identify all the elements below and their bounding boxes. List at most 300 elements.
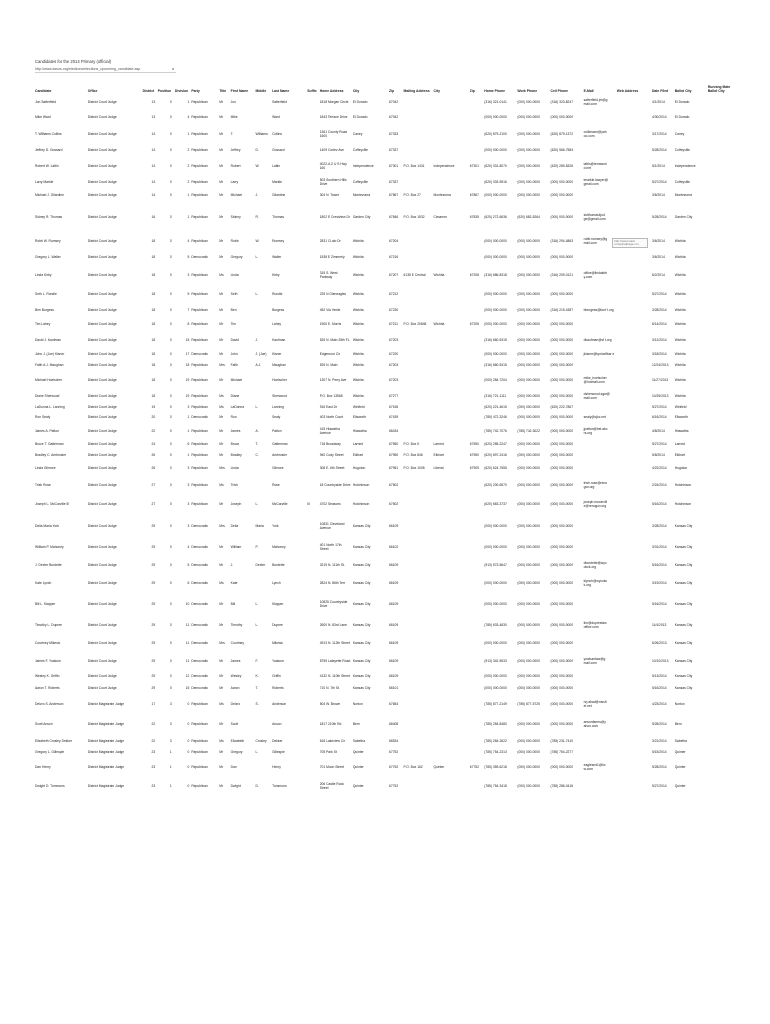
- table-cell: [433, 557, 469, 575]
- table-cell: (620) 566-7584: [550, 148, 574, 153]
- table-cell: (785) 877-2149: [484, 702, 507, 707]
- table-cell: Kansas City: [352, 686, 371, 691]
- table-cell: 67752: [469, 765, 479, 770]
- table-cell: Larned: [352, 442, 364, 447]
- table-cell: District Court Judge: [87, 466, 117, 471]
- table-cell: [616, 110, 651, 126]
- table-cell: (620) 285-2247: [484, 442, 507, 447]
- table-cell: (785) 633-4830: [484, 623, 507, 628]
- table-cell: (000) 000-0000: [517, 179, 540, 184]
- table-cell: [433, 748, 469, 758]
- table-cell: District Court Judge: [87, 163, 117, 168]
- table-cell: Mr: [219, 750, 224, 755]
- table-cell: Diane: [230, 394, 240, 399]
- table-cell: Griffin: [272, 674, 281, 679]
- table-cell: 1: [169, 765, 172, 770]
- table-cell: [255, 715, 272, 735]
- table-cell: (000) 000-0000: [517, 452, 540, 457]
- table-cell: 6/2/2014: [651, 273, 665, 278]
- table-cell: Kansas City: [674, 524, 693, 529]
- table-cell: [433, 735, 469, 748]
- table-cell: District Court Judge: [87, 193, 117, 198]
- table-cell: [707, 95, 734, 110]
- table-cell: [306, 304, 318, 318]
- column-header: Zip: [389, 89, 395, 94]
- table-cell: Mr: [219, 623, 224, 628]
- table-cell: 18: [151, 273, 156, 278]
- table-cell: Bradley: [230, 452, 242, 457]
- table-cell: (316) 321-0141: [484, 99, 507, 104]
- table-cell: 4022-A Z U S Hwy 160: [319, 161, 347, 170]
- table-cell: (000) 000-0000: [517, 415, 540, 420]
- table-cell: [433, 539, 469, 557]
- table-cell: L.: [255, 750, 259, 755]
- table-cell: [616, 635, 651, 653]
- table-cell: [583, 110, 616, 126]
- table-cell: (000) 000-0000: [484, 193, 507, 198]
- table-cell: District Court Judge: [87, 239, 117, 244]
- table-cell: dburdette@wyc okck.org: [583, 561, 607, 569]
- table-cell: [469, 403, 483, 413]
- table-cell: [616, 95, 651, 110]
- table-cell: [469, 593, 483, 617]
- table-cell: Republican: [191, 193, 208, 198]
- table-cell: L.: [255, 255, 259, 260]
- table-cell: [403, 403, 433, 413]
- table-cell: 2600 N. 83rd Lane: [319, 623, 347, 628]
- table-cell: [255, 635, 272, 653]
- table-cell: [403, 715, 433, 735]
- table-cell: Democratic: [191, 545, 208, 550]
- table-cell: [469, 715, 483, 735]
- column-header: Home Address: [319, 89, 344, 94]
- table-cell: 14: [151, 132, 156, 137]
- table-cell: 11/4/2013: [651, 623, 667, 628]
- table-cell: District Court Judge: [87, 215, 117, 220]
- table-cell: [255, 318, 272, 332]
- table-cell: 12: [185, 674, 190, 679]
- table-cell: (000) 000-0000: [517, 255, 540, 260]
- table-cell: P.O. Box 20848: [403, 322, 427, 327]
- table-cell: McCarville: [272, 502, 288, 507]
- table-cell: Gillespie: [272, 750, 285, 755]
- table-cell: [707, 286, 734, 304]
- table-cell: (316) 215-4387: [550, 308, 574, 313]
- table-cell: Courtney Mikesic: [35, 641, 61, 646]
- table-cell: Coffeyville: [352, 179, 368, 184]
- table-cell: 0: [169, 602, 172, 607]
- table-cell: [707, 539, 734, 557]
- table-cell: 29: [151, 659, 156, 664]
- table-cell: District Court Judge: [87, 322, 117, 327]
- table-cell: 6/14/2014: [651, 322, 667, 327]
- table-cell: 0: [169, 215, 172, 220]
- table-cell: Caney: [674, 132, 685, 137]
- table-cell: 10825 Countryside Drive: [319, 600, 348, 608]
- table-cell: Gatterman: [272, 442, 288, 447]
- table-cell: Wichita: [674, 292, 686, 297]
- table-cell: [306, 403, 318, 413]
- table-cell: Kansas City: [674, 674, 693, 679]
- table-cell: 0: [169, 405, 172, 410]
- table-cell: 3: [187, 524, 190, 529]
- table-cell: Quinter: [433, 765, 445, 770]
- table-cell: Seth: [230, 292, 238, 297]
- table-cell: [403, 539, 433, 557]
- table-cell: P.O. Box 1431: [403, 163, 425, 168]
- table-cell: Coffeyville: [674, 148, 690, 153]
- table-cell: Kansas City: [352, 524, 371, 529]
- column-header: Title: [219, 89, 227, 94]
- table-cell: ansonfarms@y ahoo.com: [583, 720, 606, 728]
- table-cell: (000) 000-0000: [550, 581, 574, 586]
- table-cell: K.: [255, 674, 259, 679]
- table-cell: Ms: [219, 273, 224, 278]
- table-cell: (000) 000-0000: [517, 545, 540, 550]
- table-cell: Democratic: [191, 659, 208, 664]
- table-cell: (000) 000-0000: [517, 163, 540, 168]
- table-cell: [583, 403, 616, 413]
- table-cell: Mr: [219, 99, 224, 104]
- column-header: Middle: [255, 89, 267, 94]
- table-cell: [583, 318, 616, 332]
- column-header: Zip: [469, 89, 475, 94]
- table-cell: 67439: [389, 415, 399, 420]
- table-cell: Faith: [230, 362, 238, 367]
- table-cell: 24: [151, 442, 156, 447]
- table-cell: [469, 735, 483, 748]
- table-cell: 0: [169, 428, 172, 433]
- table-cell: [433, 175, 469, 190]
- table-cell: 415 Hiawatha Avenue: [319, 426, 340, 435]
- table-cell: Republican: [191, 215, 208, 220]
- column-header: Position: [157, 89, 172, 94]
- table-cell: Republican: [191, 750, 208, 755]
- table-cell: [255, 575, 272, 593]
- table-cell: 0: [169, 466, 172, 471]
- table-cell: 1307 N. Perry Ave: [319, 378, 347, 383]
- page-url-link[interactable]: http://www.kssos.org/elections/elections_upcoming_candidate.asp: [35, 67, 141, 71]
- table-cell: Kansas City: [674, 659, 693, 664]
- table-cell: 22: [151, 738, 156, 743]
- table-cell: Republican: [191, 394, 208, 399]
- table-row: [34, 144, 734, 158]
- table-cell: Republican: [191, 322, 208, 327]
- table-cell: 1: [187, 215, 190, 220]
- table-cell: [433, 695, 469, 715]
- table-cell: (785) 359-6218: [484, 765, 507, 770]
- table-cell: [583, 735, 616, 748]
- table-cell: (000) 000-0000: [517, 563, 540, 568]
- table-cell: (000) 000-0000: [484, 545, 507, 550]
- table-cell: [403, 110, 433, 126]
- table-cell: James: [230, 428, 241, 433]
- table-cell: Delia: [230, 524, 239, 529]
- table-cell: District Court Judge: [87, 623, 117, 628]
- table-cell: Gilmore: [272, 466, 284, 471]
- table-cell: Roberts: [272, 686, 284, 691]
- table-cell: 5/27/2014: [651, 179, 667, 184]
- table-cell: Bruce T. Gatterman: [35, 442, 64, 447]
- table-cell: 0: [187, 738, 190, 743]
- table-cell: David: [230, 337, 240, 342]
- table-cell: jkisner@kpricelfkar e: [583, 351, 615, 356]
- table-cell: [583, 671, 616, 683]
- table-cell: Robert W. Lattin: [35, 163, 59, 168]
- table-cell: Wichita: [352, 394, 364, 399]
- table-cell: Democratic: [191, 641, 208, 646]
- table-cell: 315 S. West Parkway: [319, 271, 338, 279]
- table-cell: [707, 695, 734, 715]
- table-cell: collinswm@yah oo.com: [583, 130, 607, 138]
- table-cell: Republican: [191, 442, 208, 447]
- table-cell: District Court Judge: [87, 686, 117, 691]
- table-cell: (000) 000-0000: [517, 750, 540, 755]
- table-cell: 18: [151, 362, 156, 367]
- table-cell: 10/10/2013: [651, 659, 669, 664]
- table-cell: (620) 697-2416: [484, 452, 507, 457]
- table-row: [34, 190, 734, 202]
- table-cell: Anson: [272, 722, 282, 727]
- table-cell: Wesley: [230, 674, 242, 679]
- table-cell: 4/1/2014: [651, 99, 665, 104]
- table-cell: 0: [187, 765, 190, 770]
- table-cell: 18: [151, 394, 156, 399]
- table-cell: 4913 N. 112th Street: [319, 641, 350, 646]
- table-cell: [433, 332, 469, 349]
- table-cell: Rumsey: [272, 239, 285, 244]
- table-cell: Kansas City: [674, 686, 693, 691]
- table-cell: [469, 349, 483, 360]
- table-cell: 10/25/2013: [651, 394, 669, 399]
- table-cell: 1: [187, 132, 190, 137]
- table-cell: 0: [169, 415, 172, 420]
- table-cell: 67203: [389, 337, 399, 342]
- table-cell: Mr: [219, 686, 224, 691]
- table-cell: 67230: [389, 308, 399, 313]
- table-cell: 17: [151, 702, 156, 707]
- table-cell: [255, 461, 272, 477]
- table-cell: Wichita: [433, 322, 445, 327]
- table-cell: Mr: [219, 148, 224, 153]
- table-cell: 0: [169, 623, 172, 628]
- table-cell: (000) 000-0000: [517, 784, 540, 789]
- table-row: [34, 695, 734, 715]
- table-cell: 29: [151, 686, 156, 691]
- table-cell: 0: [169, 686, 172, 691]
- table-cell: 1: [169, 750, 172, 755]
- table-cell: [306, 202, 318, 234]
- table-cell: Kansas City: [674, 623, 693, 628]
- table-cell: 8: [187, 322, 190, 327]
- table-cell: William: [230, 545, 242, 550]
- table-cell: Williams: [255, 132, 268, 137]
- table-cell: [469, 371, 483, 391]
- table-cell: Robert: [230, 163, 241, 168]
- table-cell: 1: [187, 428, 190, 433]
- column-header: Party: [191, 89, 200, 94]
- column-header: City: [352, 89, 360, 94]
- table-cell: 0: [187, 702, 190, 707]
- table-cell: 2824 N. 86th Terr: [319, 581, 346, 586]
- table-cell: (316) 686-8318: [484, 273, 507, 278]
- table-cell: 2: [187, 163, 190, 168]
- table-cell: (000) 000-0000: [550, 351, 574, 356]
- table-cell: [403, 635, 433, 653]
- table-cell: 5/16/2014: [651, 502, 667, 507]
- table-cell: Norton: [674, 702, 685, 707]
- table-cell: District Court Judge: [87, 674, 117, 679]
- table-row: [34, 175, 734, 190]
- table-cell: 2/24/2014: [651, 483, 667, 488]
- table-cell: 5/27/2014: [651, 292, 667, 297]
- table-cell: (000) 000-0000: [550, 179, 574, 184]
- table-cell: Mr: [219, 292, 224, 297]
- table-cell: Lynch: [272, 581, 281, 586]
- table-cell: J.: [230, 563, 234, 568]
- table-cell: Rundle: [272, 292, 283, 297]
- table-cell: 308 E. 6th Street: [319, 466, 345, 471]
- table-cell: Bruce: [230, 442, 240, 447]
- table-cell: District Court Judge: [87, 563, 117, 568]
- table-cell: (785) 286-0416: [550, 784, 574, 789]
- table-cell: District Court Judge: [87, 502, 117, 507]
- table-cell: District Magistrate Judge: [87, 765, 125, 770]
- table-row: [34, 778, 734, 796]
- table-cell: 4132 N. 110th Street: [319, 674, 350, 679]
- table-cell: (000) 000-0000: [517, 362, 540, 367]
- table-cell: Mr: [219, 452, 224, 457]
- table-cell: Lattin: [272, 163, 281, 168]
- table-cell: 916 East Dr: [319, 405, 338, 410]
- table-cell: [469, 477, 483, 495]
- table-cell: (000) 000-0000: [550, 602, 574, 607]
- table-cell: Jeffrey D. Gossard: [35, 148, 63, 153]
- table-cell: 67207: [389, 273, 399, 278]
- table-cell: 0: [169, 563, 172, 568]
- table-cell: 67752: [389, 750, 399, 755]
- table-cell: (000) 000-0000: [550, 702, 574, 707]
- table-cell: [616, 371, 651, 391]
- column-header: First Name: [230, 89, 249, 94]
- table-cell: (000) 000-0000: [550, 322, 574, 327]
- table-cell: District Court Judge: [87, 581, 117, 586]
- table-cell: P.O. Box 1532: [403, 215, 425, 220]
- table-cell: Trish: [230, 483, 238, 488]
- table-cell: Delzro S. Anderson: [35, 702, 64, 707]
- table-cell: (000) 000-0000: [550, 442, 574, 447]
- table-cell: 0: [169, 378, 172, 383]
- table-cell: Republican: [191, 239, 208, 244]
- table-cell: [469, 234, 483, 250]
- table-cell: 13: [151, 99, 156, 104]
- table-cell: 0: [169, 273, 172, 278]
- table-cell: 4/8/2014: [651, 428, 665, 433]
- table-cell: (316) 660-5315: [484, 337, 507, 342]
- table-cell: 2: [187, 148, 190, 153]
- table-cell: Kate: [230, 581, 238, 586]
- table-cell: [583, 286, 616, 304]
- table-cell: [403, 144, 433, 158]
- table-cell: 4/30/2014: [651, 115, 667, 120]
- table-cell: 19: [185, 394, 190, 399]
- table-cell: (000) 000-0000: [550, 193, 574, 198]
- table-cell: [403, 360, 433, 371]
- table-cell: [583, 778, 616, 796]
- table-cell: Courtney: [230, 641, 245, 646]
- table-cell: (000) 000-0000: [517, 239, 540, 244]
- table-cell: Democratic: [191, 255, 208, 260]
- table-cell: [707, 735, 734, 748]
- table-cell: [469, 617, 483, 635]
- table-cell: 5/8/2014: [651, 452, 665, 457]
- table-cell: 0: [187, 750, 190, 755]
- table-cell: trish.rose@reno gov.org: [583, 481, 608, 489]
- table-cell: 67752: [389, 784, 399, 789]
- table-cell: (913) 573-5647: [484, 563, 507, 568]
- table-cell: 3/19/2014: [651, 581, 667, 586]
- table-cell: Democratic: [191, 351, 208, 356]
- table-cell: Wichita: [674, 362, 686, 367]
- table-cell: (620) 272-6636: [484, 215, 507, 220]
- table-cell: Wichita: [352, 362, 364, 367]
- table-cell: Mahoney: [272, 545, 286, 550]
- table-cell: District Court Judge: [87, 483, 117, 488]
- table-cell: Gregory: [230, 255, 243, 260]
- table-cell: Ellsworth: [352, 415, 367, 420]
- table-cell: bburgess@burf t.org: [583, 308, 614, 313]
- table-cell: Montezuma: [674, 193, 692, 198]
- table-cell: Lanning: [272, 405, 284, 410]
- table-cell: (000) 000-0000: [517, 502, 540, 507]
- table-cell: [306, 190, 318, 202]
- table-cell: [469, 635, 483, 653]
- table-cell: Sealy: [272, 415, 281, 420]
- table-cell: [616, 413, 651, 423]
- table-cell: (000) 000-0000: [484, 351, 507, 356]
- table-row: [34, 360, 734, 371]
- table-cell: Timothy: [230, 623, 243, 628]
- table-cell: Mr: [219, 563, 224, 568]
- table-cell: [306, 391, 318, 403]
- table-cell: Mr: [219, 674, 224, 679]
- header-row: [34, 78, 734, 95]
- table-cell: 0: [169, 132, 172, 137]
- table-cell: [403, 175, 433, 190]
- table-cell: District Magistrate Judge: [87, 702, 125, 707]
- table-cell: 701 Moon Street: [319, 765, 345, 770]
- table-cell: Wichita: [352, 255, 364, 260]
- table-cell: Gilardine: [272, 193, 286, 198]
- table-cell: Kansas City: [674, 563, 693, 568]
- column-header: District: [142, 89, 155, 94]
- table-cell: (000) 000-0000: [484, 292, 507, 297]
- table-cell: (000) 000-0000: [517, 378, 540, 383]
- table-cell: sealy@cjkc.net: [583, 415, 606, 420]
- table-cell: Satterfield: [272, 99, 287, 104]
- table-cell: Gregory L. Waller: [35, 255, 61, 260]
- table-cell: Bill L. Klapper: [35, 602, 56, 607]
- table-cell: 710 N. 7th St.: [319, 686, 340, 691]
- table-cell: Coffeyville: [674, 179, 690, 184]
- table-cell: [403, 371, 433, 391]
- table-cell: 705 Park St: [319, 750, 337, 755]
- table-cell: Wichita: [674, 351, 686, 356]
- table-cell: [469, 695, 483, 715]
- table-cell: Hiawatha: [674, 428, 689, 433]
- table-row: [34, 557, 734, 575]
- table-cell: Dekker: [272, 738, 283, 743]
